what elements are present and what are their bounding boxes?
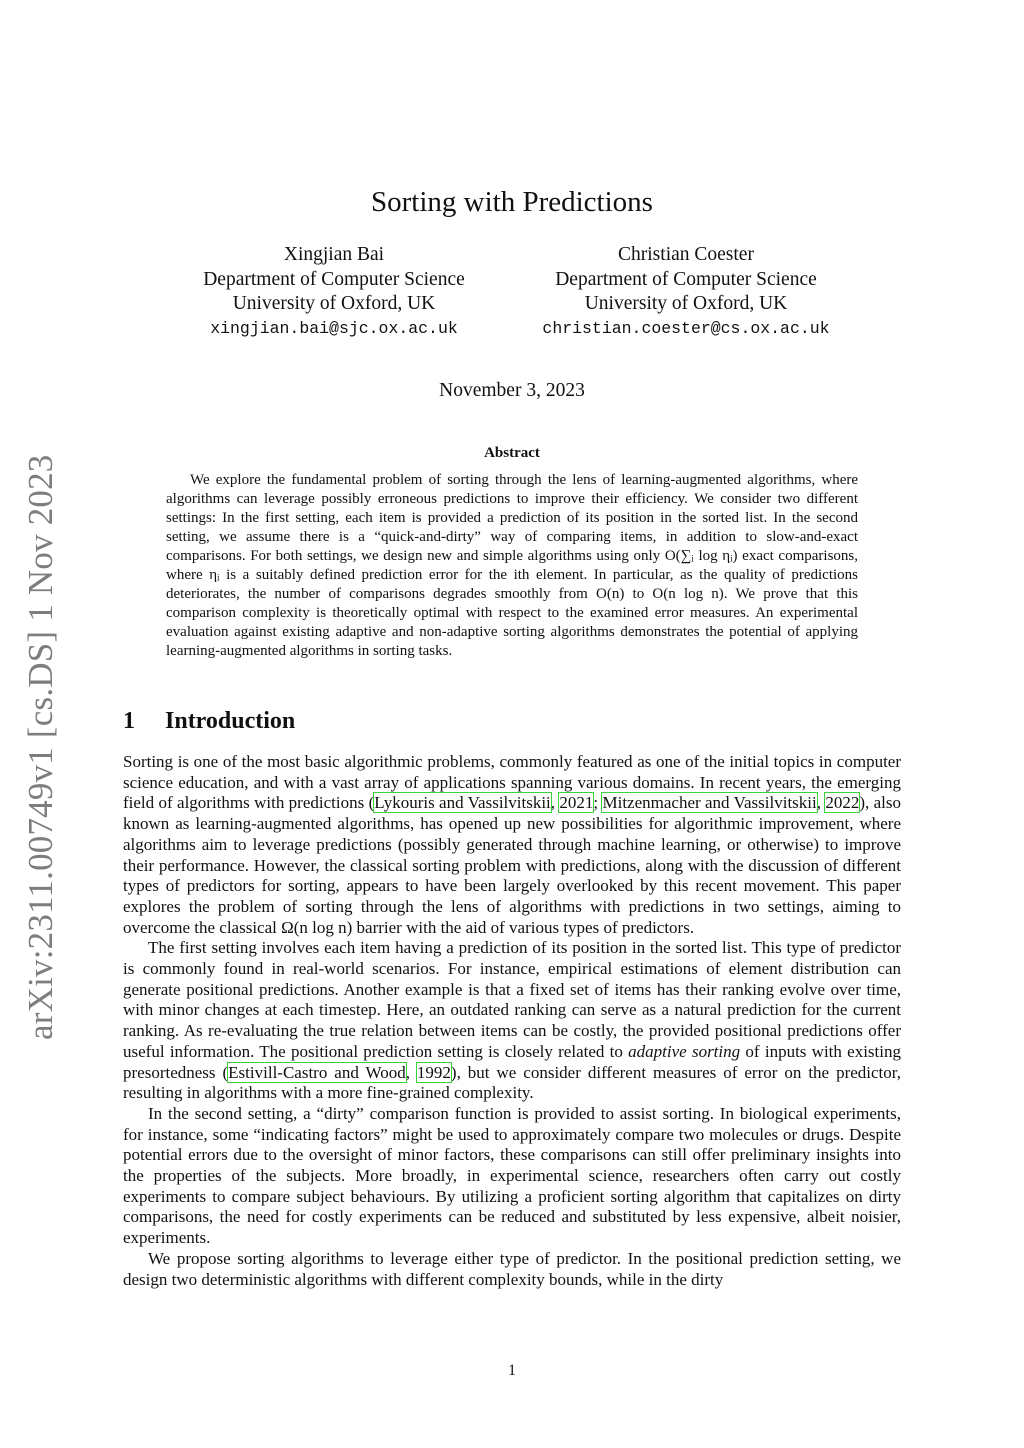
section-number: 1 xyxy=(123,708,135,734)
text-run: ; xyxy=(593,793,603,813)
citation-link[interactable]: Lykouris and Vassilvitskii xyxy=(374,793,551,813)
citation-link[interactable]: 2022 xyxy=(825,793,860,813)
section-title: Introduction xyxy=(165,708,296,734)
text-run: Sorting is one of the most basic algorithmic problems, commonly featured as one of the initial topics in computer science education, and with a vast array of applications spanning various domains. In recent years, the emerging field of algorithms with predictions ( xyxy=(123,752,901,813)
author-block-2 xyxy=(526,243,846,341)
author-affiliation: University of Oxford, UK xyxy=(232,293,436,314)
author-affiliation: University of Oxford, UK xyxy=(584,293,788,314)
text-run: , xyxy=(816,793,826,813)
text-run: , xyxy=(550,793,560,813)
author-email[interactable]: xingjian.bai@sjc.ox.ac.uk xyxy=(210,318,458,338)
text-run: ), also known as learning-augmented algorithms, has opened up new possibilities for algorithmic improvement, where algorithms aim to leverage predictions (possibly generated through machine learning, or otherwise) to improve their performance. However, the classical sorting problem with predictions, along with the discussion of different types of predictors for sorting, appears to have been largely overlooked by this recent movement. This paper explores the problem of sorting through the lens of algorithms with predictions in two settings, aiming to overcome the classical Ω(n log n) barrier with the aid of various types of predictors. xyxy=(123,793,902,937)
citation-link[interactable]: 1992 xyxy=(416,1062,451,1082)
author-block-1 xyxy=(178,243,490,341)
paragraph-3: In the second setting, a “dirty” comparison function is provided to assist sorting. In biological experiments, for instance, some “indicating factors” might be used to approximately compare two molecules or drugs. Despite potential errors due to the oversight of minor factors, these comparisons can still offer preliminary insights into the properties of the subjects. More broadly, in experimental science, researchers often carry out costly experiments to compare subject behaviours. By utilizing a proficient sorting algorithm that capitalizes on dirty comparisons, the need for costly experiments can be reduced and substituted by less expensive, albeit noisier, experiments. xyxy=(123,1103,901,1248)
body-text xyxy=(123,752,901,1290)
text-run: The first setting involves each item having a prediction of its position in the sorted list. This type of predictor is commonly found in real-world scenarios. For instance, empirical estimations of element distribution can generate positional predictions. Another example is that a fixed set of items has their ranking evolve over time, with minor changes at each timestep. Here, an outdated ranking can serve as a natural prediction for the current ranking. As re-evaluating the true relation between items can be costly, the provided positional predictions offer useful information. The positional prediction setting is closely related to xyxy=(123,938,901,1061)
arxiv-identifier-stamp: arXiv:2311.00749v1 [cs.DS] 1 Nov 2023 xyxy=(21,454,60,1040)
citation-link[interactable]: Estivill-Castro and Wood xyxy=(228,1062,406,1082)
emphasized-term: adaptive sorting xyxy=(628,1041,741,1061)
author-department: Department of Computer Science xyxy=(203,268,465,290)
publication-date: November 3, 2023 xyxy=(439,380,585,401)
page-number: 1 xyxy=(508,1362,516,1379)
paper-title: Sorting with Predictions xyxy=(371,186,653,218)
text-run: , xyxy=(405,1062,417,1082)
text-run: ), but we consider different measures of error on the predictor, resulting in algorithms with a more fine-grained complexity. xyxy=(123,1062,901,1103)
paragraph-2 xyxy=(123,938,901,1104)
author-email[interactable]: christian.coester@cs.ox.ac.uk xyxy=(542,318,830,338)
author-name: Christian Coester xyxy=(618,244,754,265)
paragraph-4: We propose sorting algorithms to leverage either type of predictor. In the positional prediction setting, we design two deterministic algorithms with different complexity bounds, while in the dirty xyxy=(123,1248,901,1289)
section-heading xyxy=(123,708,295,735)
author-name: Xingjian Bai xyxy=(283,244,385,265)
citation-link[interactable]: Mitzenmacher and Vassilvitskii xyxy=(602,793,817,813)
abstract-text: We explore the fundamental problem of sorting through the lens of learning-augmented algorithms, where algorithms can leverage possibly erroneous predictions to improve their efficiency. We consider two different settings: In the first setting, each item is provided a prediction of its position in the sorted list. In the second setting, we assume there is a “quick-and-dirty” way of comparing items, in addition to slow-and-exact comparisons. For both settings, we design new and simple algorithms using only O(∑ᵢ log ηᵢ) exact comparisons, where ηᵢ is a suitably defined prediction error for the ith element. In particular, as the quality of predictions deteriorates, the number of comparisons degrades smoothly from O(n) to O(n log n). We prove that this comparison complexity is theoretically optimal with respect to the examined error measures. An experimental evaluation against existing adaptive and non-adaptive sorting algorithms demonstrates the potential of applying learning-augmented algorithms in sorting tasks. xyxy=(166,472,858,659)
paragraph-1 xyxy=(123,752,901,938)
citation-link[interactable]: 2021 xyxy=(559,793,594,813)
abstract-heading: Abstract xyxy=(484,445,540,461)
author-department: Department of Computer Science xyxy=(555,268,817,290)
text-run: of inputs with existing presortedness ( xyxy=(123,1041,901,1082)
